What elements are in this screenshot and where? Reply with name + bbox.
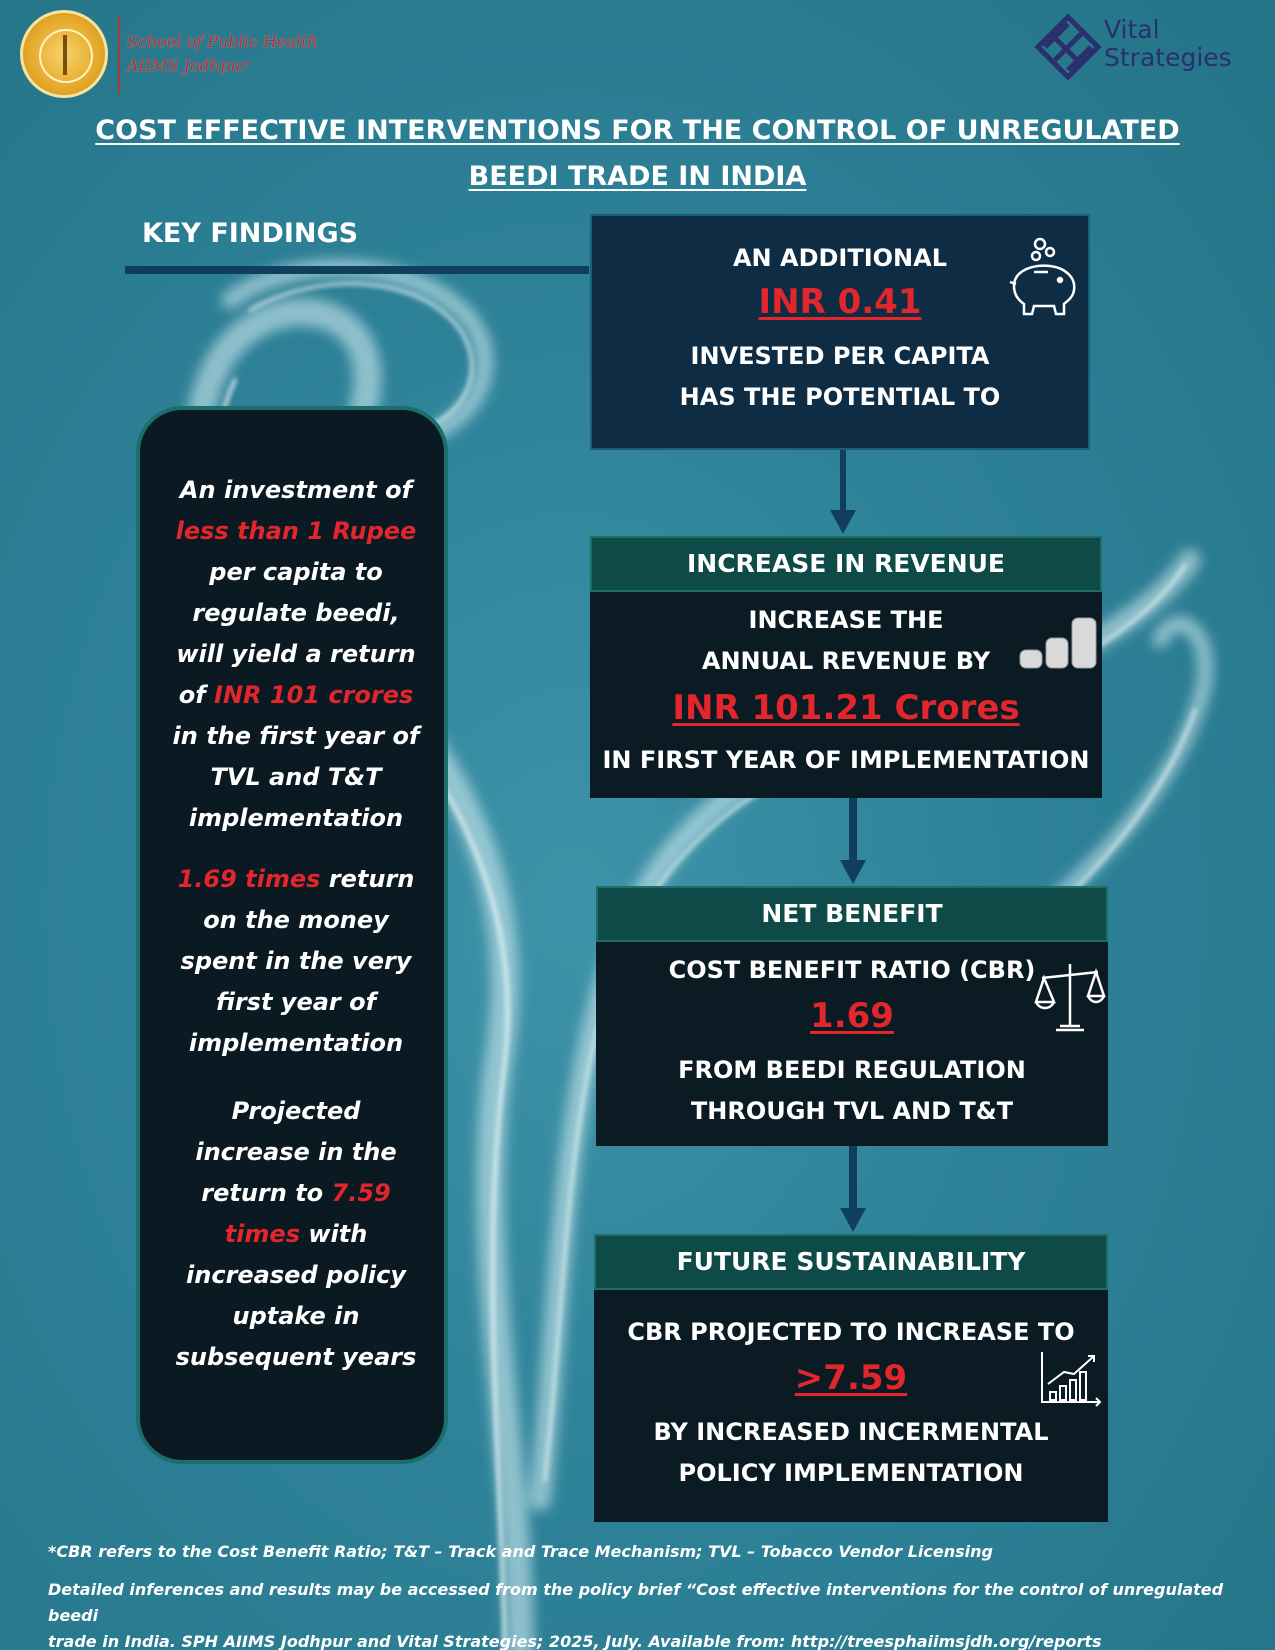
arrow-down-icon (838, 1146, 868, 1234)
page-title-line1: COST EFFECTIVE INTERVENTIONS FOR THE CONTROL OF UNREGULATED (95, 115, 1180, 146)
summary-line (140, 675, 452, 716)
source-citation (48, 1577, 1275, 1650)
revenue-line3: IN FIRST YEAR OF IMPLEMENTATION (602, 746, 1090, 774)
revenue-line2: ANNUAL REVENUE BY (701, 647, 991, 675)
summary-line: Projected (231, 1097, 361, 1125)
summary-line: spent in the very (180, 947, 412, 975)
coin-stack-icon (1018, 614, 1100, 674)
net-benefit-line3: THROUGH TVL AND T&T (690, 1097, 1014, 1125)
summary-line: TVL and T&T (210, 763, 382, 791)
net-benefit-header: NET BENEFIT (596, 886, 1108, 942)
source-line2: trade in India. SPH AIIMS Jodhpur and Vital Strategies; 2025, July. Available from: http://treesphaiimsjdh.org/reports (48, 1632, 1102, 1650)
net-benefit-line2: FROM BEEDI REGULATION (678, 1056, 1026, 1084)
revenue-body (590, 592, 1102, 798)
aiims-emblem-icon (20, 10, 108, 98)
revenue-line1: INCREASE THE (748, 606, 944, 634)
summary-text: of (178, 681, 215, 709)
summary-line: subsequent years (175, 1343, 417, 1371)
summary-line: will yield a return (176, 640, 416, 668)
balance-scale-icon (1034, 960, 1106, 1036)
revenue-box (590, 536, 1102, 798)
future-header: FUTURE SUSTAINABILITY (594, 1234, 1108, 1290)
key-findings-underline (125, 266, 589, 274)
summary-text: return (320, 865, 415, 893)
arrow-down-icon (828, 450, 858, 536)
piggy-bank-icon (1004, 236, 1084, 318)
investment-line1: AN ADDITIONAL (732, 244, 948, 272)
net-benefit-line1: COST BENEFIT RATIO (CBR) (668, 956, 1036, 984)
summary-line (140, 859, 452, 900)
summary-highlight: 7.59 (331, 1179, 391, 1207)
page-title (60, 108, 1215, 200)
summary-line: An investment of (179, 476, 413, 504)
summary-line: implementation (188, 804, 404, 832)
vital-strategies-logo-icon (1033, 12, 1103, 82)
net-benefit-box (596, 886, 1108, 1146)
growth-chart-icon (1038, 1348, 1104, 1408)
summary-line: first year of (215, 988, 377, 1016)
logo-divider (118, 16, 120, 94)
vital-strategies-name (1104, 16, 1232, 72)
summary-paragraph-return (140, 859, 452, 1064)
cbr-value: 1.69 (810, 996, 894, 1036)
summary-text: with (299, 1220, 368, 1248)
revenue-value: INR 101.21 Crores (672, 688, 1020, 728)
summary-line: in the first year of (172, 722, 420, 750)
net-benefit-body (596, 942, 1108, 1146)
summary-highlight: less than 1 Rupee (175, 517, 417, 545)
summary-line: increased policy (186, 1261, 406, 1289)
summary-highlight: INR 101 crores (214, 681, 414, 709)
summary-paragraph-investment (140, 470, 452, 839)
future-body (594, 1290, 1108, 1522)
school-name (127, 30, 318, 78)
summary-line: implementation (188, 1029, 404, 1057)
summary-line (140, 1214, 452, 1255)
page-title-line2: BEEDI TRADE IN INDIA (468, 161, 807, 192)
school-name-line2: AIIMS Jodhpur (127, 56, 249, 75)
investment-line2: INVESTED PER CAPITA (690, 342, 990, 370)
summary-line: increase in the (195, 1138, 397, 1166)
abbreviations-note: *CBR refers to the Cost Benefit Ratio; T&T – Track and Trace Mechanism; TVL – Tobacco Vendor Licensing (48, 1542, 993, 1561)
future-cbr-value: >7.59 (794, 1358, 908, 1398)
investment-line3: HAS THE POTENTIAL TO (679, 383, 1001, 411)
investment-value: INR 0.41 (758, 282, 922, 322)
future-sustainability-box (594, 1234, 1108, 1522)
summary-line (140, 1173, 452, 1214)
vital-strategies-line2: Strategies (1104, 43, 1232, 72)
summary-paragraph-projection (140, 1091, 452, 1378)
revenue-header: INCREASE IN REVENUE (590, 536, 1102, 592)
summary-highlight: times (224, 1220, 300, 1248)
future-line3: POLICY IMPLEMENTATION (678, 1459, 1024, 1487)
summary-line: per capita to (209, 558, 383, 586)
key-findings-heading: KEY FINDINGS (142, 218, 359, 249)
summary-text: return to (201, 1179, 332, 1207)
future-line1: CBR PROJECTED TO INCREASE TO (627, 1318, 1075, 1346)
arrow-down-icon (838, 798, 868, 886)
school-name-line1: School of Public Health (127, 32, 318, 51)
summary-line: on the money (203, 906, 389, 934)
summary-line: regulate beedi, (192, 599, 400, 627)
summary-line: uptake in (232, 1302, 360, 1330)
vital-strategies-line1: Vital (1104, 15, 1160, 44)
summary-highlight: 1.69 times (177, 865, 321, 893)
source-line1: Detailed inferences and results may be accessed from the policy brief “Cost effective interventions for the control of unregulated beedi (48, 1580, 1224, 1625)
summary-panel (136, 406, 448, 1464)
investment-box (590, 214, 1090, 450)
future-line2: BY INCREASED INCERMENTAL (653, 1418, 1049, 1446)
